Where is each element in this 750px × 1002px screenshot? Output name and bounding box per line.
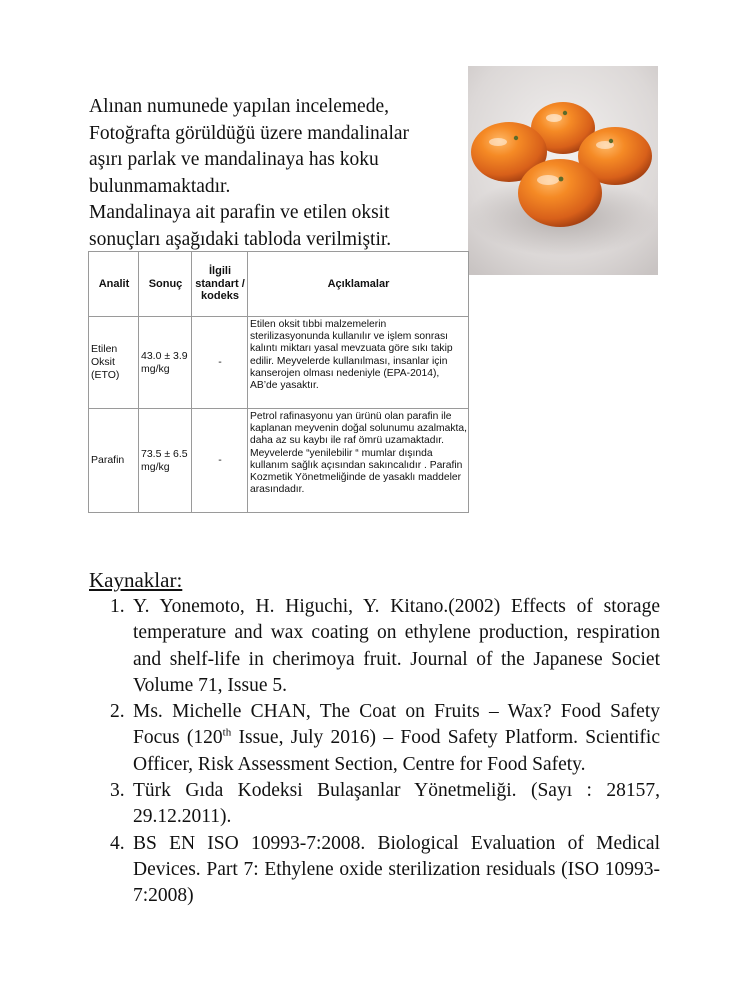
reference-text: Y. Yonemoto, H. Higuchi, Y. Kitano.(2002) Effects of storage temperature and wax coating on ethylene production, respiration and shelf-life in cherimoya fruit. Journal of the Japanese Societ Volume 71, Issue 5. <box>133 596 660 696</box>
header-sonuc: Sonuç <box>139 252 192 317</box>
reference-item <box>110 831 660 910</box>
reference-item <box>110 594 660 699</box>
cell-aciklama: Petrol rafinasyonu yan ürünü olan parafin ile kaplanan meyvenin doğal solunumu azalmakta, daha az su kaybı ile raf ömrü uzamaktadır. Meyvelerde “yenilebilir “ mumlar dışında kullanım sağlık açısından sakıncalıdır . Parafin Kozmetik Yönetmeliğinde de yasaklı maddeler arasındadır. <box>248 409 469 513</box>
cell-aciklama: Etilen oksit tıbbi malzemelerin sterilizasyonunda kullanılır ve işlem sonrası kalıntı miktarı yasal mevzuata göre sıkı takip edilir. Meyvelerde kullanılması, insanlar için kanserojen olması nedeniyle (EPA-2014), AB’de yasaktır. <box>248 317 469 409</box>
intro-line: aşırı parlak ve mandalinaya has koku <box>89 149 379 170</box>
reference-number: 2. <box>110 701 125 723</box>
intro-line: sonuçları aşağıdaki tabloda verilmiştir. <box>89 228 392 250</box>
reference-text: Türk Gıda Kodeksi Bulaşanlar Yönetmeliği. (Sayı : 28157, 29.12.2011). <box>133 780 660 828</box>
reference-number: 1. <box>110 596 125 617</box>
reference-number: 4. <box>110 832 125 854</box>
reference-superscript: th <box>222 726 232 739</box>
intro-paragraph <box>89 94 469 253</box>
cell-standart: - <box>192 317 248 409</box>
cell-analit: Parafin <box>89 409 139 513</box>
mandarin-photo-image <box>468 66 658 275</box>
intro-line: Fotoğrafta görüldüğü üzere mandalinalar <box>89 122 410 144</box>
intro-line: Mandalinaya ait parafin ve etilen oksit <box>89 202 390 223</box>
reference-item <box>110 778 660 831</box>
reference-text-part: Ms. Michelle CHAN, The Coat on Fruits – Wax? Food Safety Focus (120 <box>133 701 660 749</box>
cell-standart: - <box>192 409 248 513</box>
table-row <box>89 317 469 409</box>
results-table <box>88 251 469 513</box>
references-list <box>110 594 660 910</box>
reference-text: BS EN ISO 10993-7:2008. Biological Evaluation of Medical Devices. Part 7: Ethylene oxide sterilization residuals (ISO 10993-7:2008) <box>133 832 660 907</box>
intro-line: bulunmamaktadır. <box>89 175 231 197</box>
reference-item <box>110 699 660 778</box>
header-aciklamalar: Açıklamalar <box>248 252 469 317</box>
header-analit: Analit <box>89 252 139 317</box>
references-title: Kaynaklar: <box>89 568 183 592</box>
intro-line: Alınan numunede yapılan incelemede, <box>89 96 389 117</box>
cell-sonuc: 73.5 ± 6.5 mg/kg <box>139 409 192 513</box>
table-row <box>89 409 469 513</box>
reference-text <box>133 699 660 778</box>
table-header-row <box>89 252 469 317</box>
mandarin-photo <box>468 66 658 275</box>
reference-number: 3. <box>110 780 125 802</box>
header-standart: İlgili standart / kodeks <box>192 252 248 317</box>
reference-text-part: Issue, July 2016) – Food Safety Platform. Scientific Officer, Risk Assessment Section, Centre for Food Safety. <box>133 727 661 775</box>
cell-sonuc: 43.0 ± 3.9 mg/kg <box>139 317 192 409</box>
cell-analit: Etilen Oksit (ETO) <box>89 317 139 409</box>
